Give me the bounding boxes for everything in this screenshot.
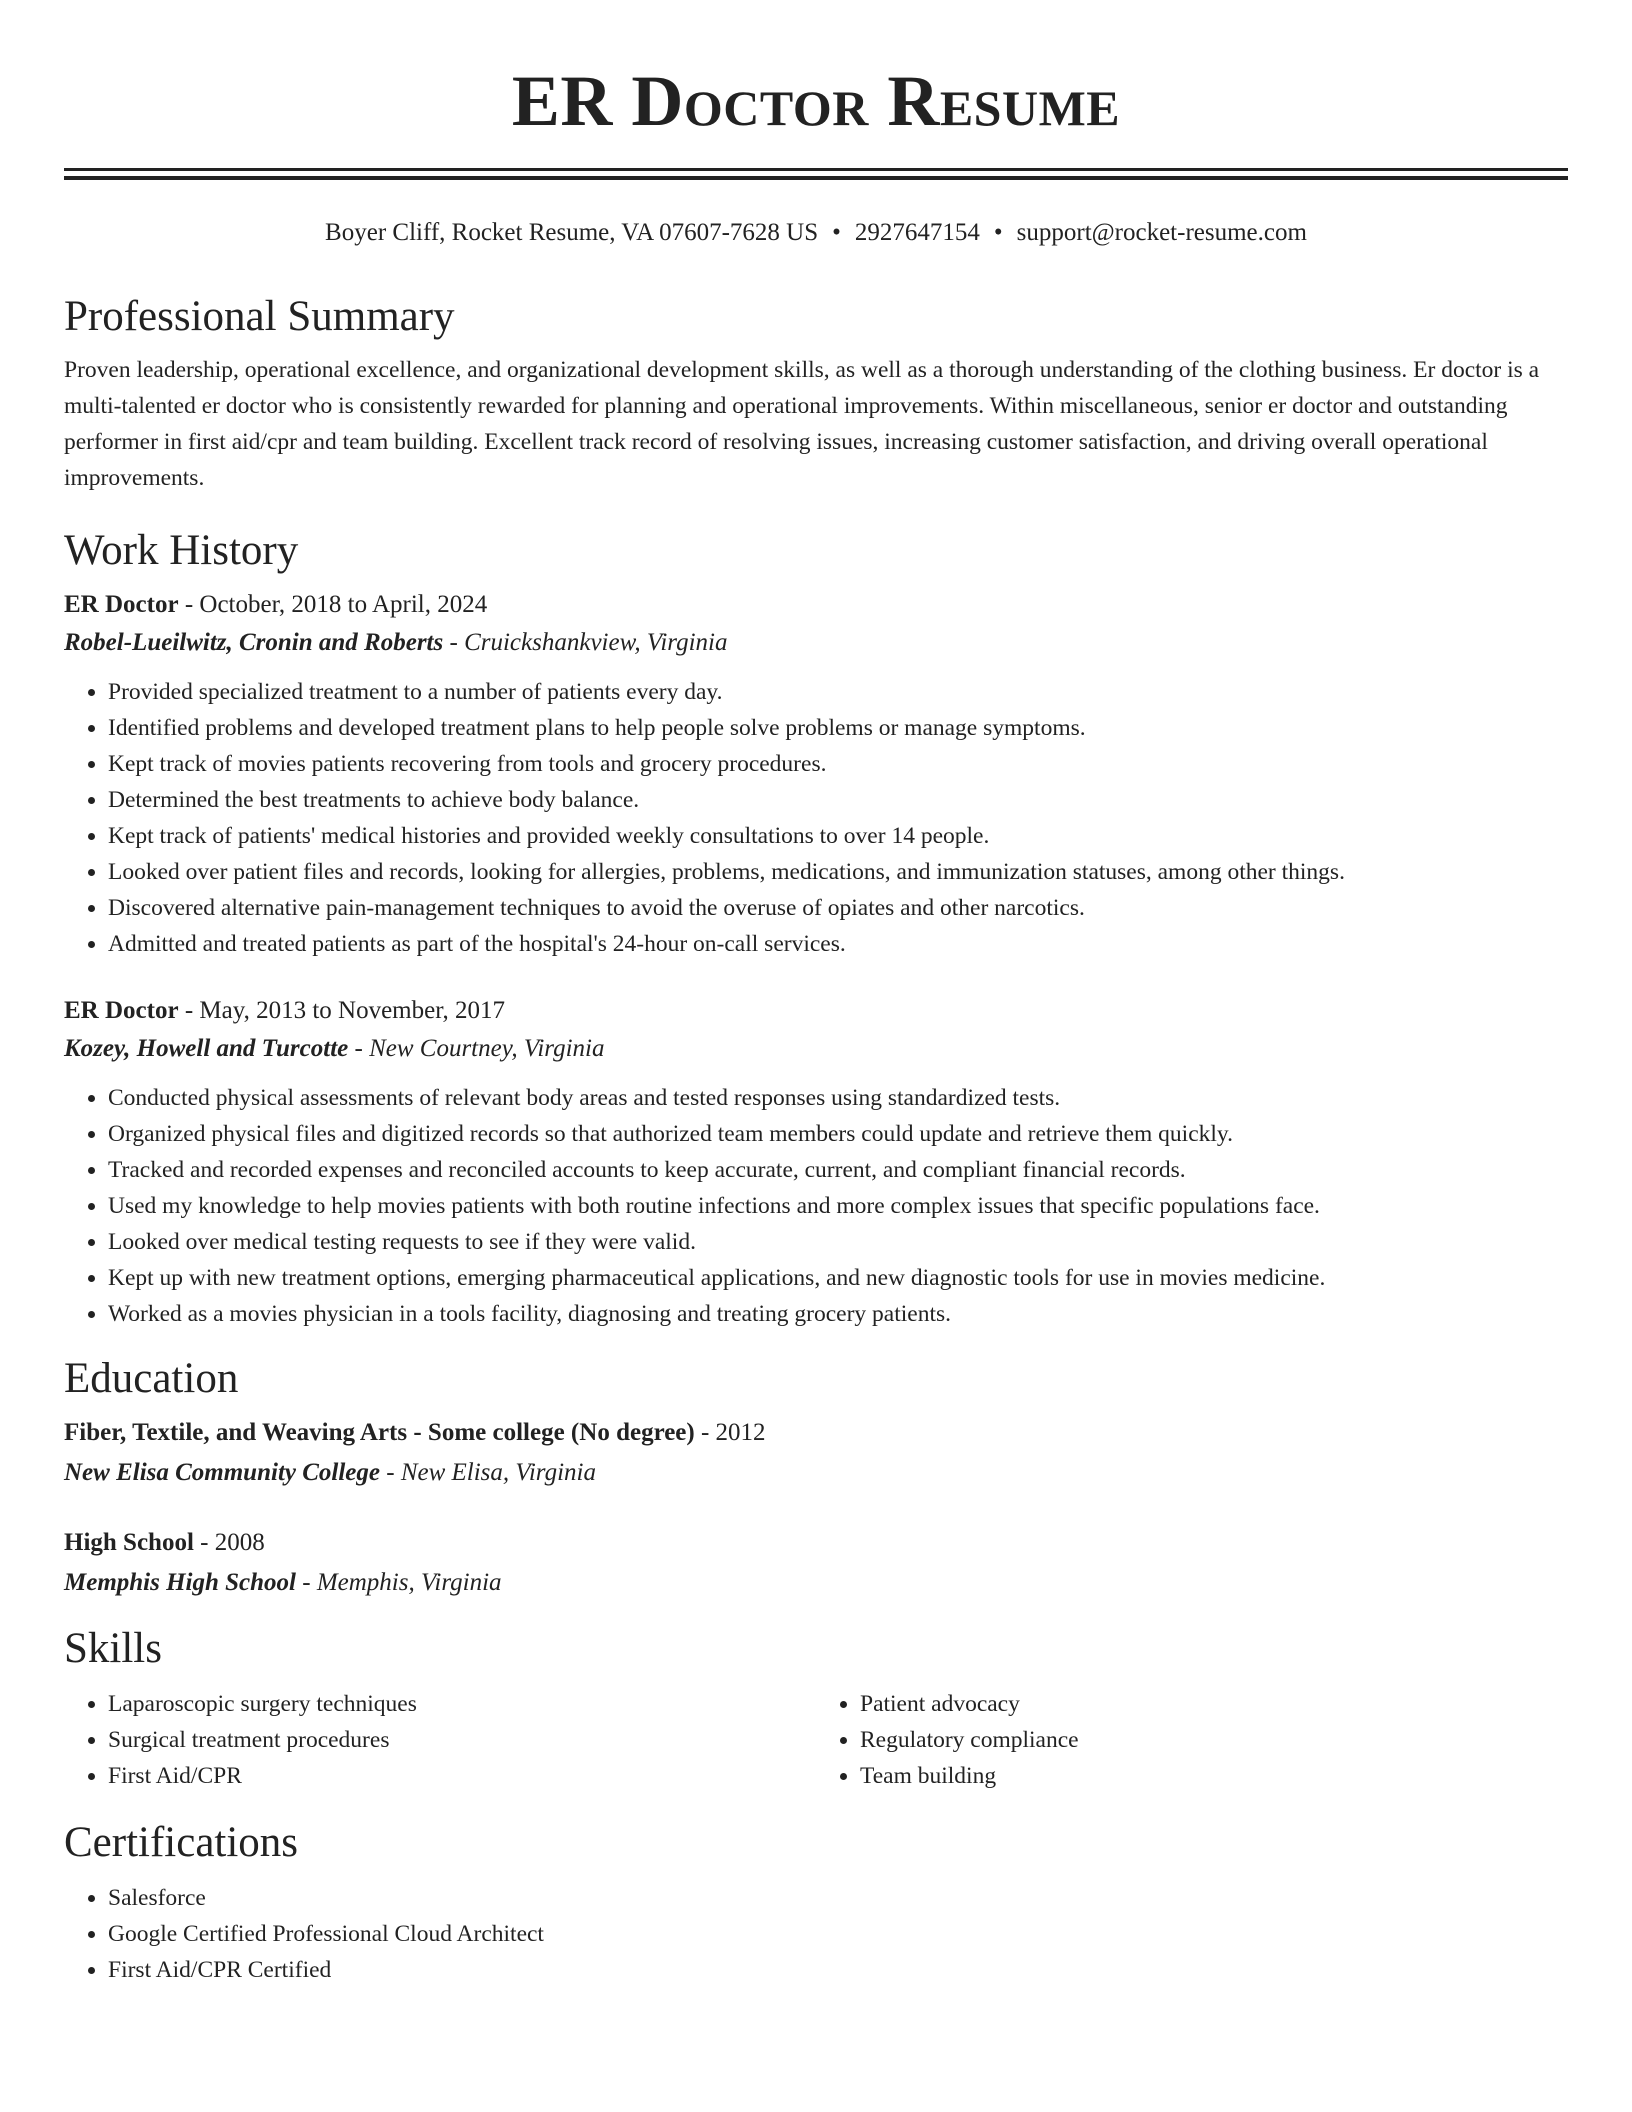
job-dates: - October, 2018 to April, 2024 xyxy=(178,591,488,618)
list-item: • Worked as a movies physician in a tools facility, diagnosing and treating grocery patients. xyxy=(108,1296,1568,1332)
skill-item: • Patient advocacy xyxy=(860,1686,1568,1722)
company-name: Kozey, Howell and Turcotte xyxy=(64,1035,349,1062)
job-dates: - May, 2013 to November, 2017 xyxy=(178,997,506,1024)
list-item: • Looked over medical testing requests to see if they were valid. xyxy=(108,1224,1568,1260)
company-name: Robel-Lueilwitz, Cronin and Roberts xyxy=(64,629,444,656)
job-header xyxy=(64,588,1568,622)
job-location: - Cruickshankview, Virginia xyxy=(443,629,728,656)
job-location: - New Courtney, Virginia xyxy=(348,1035,605,1062)
summary-heading: Professional Summary xyxy=(64,293,455,340)
certification-item: • First Aid/CPR Certified xyxy=(108,1952,1568,1988)
work-history-heading: Work History xyxy=(64,527,299,574)
skill-item: • Surgical treatment procedures xyxy=(108,1722,816,1758)
education-header xyxy=(64,1526,1568,1560)
certification-item: • Google Certified Professional Cloud Architect xyxy=(108,1916,1568,1952)
list-item: • Identified problems and developed treatment plans to help people solve problems or manage symptoms. xyxy=(108,710,1568,746)
job-header xyxy=(64,994,1568,1028)
list-item: • Looked over patient files and records, looking for allergies, problems, medications, and immunization statuses, among other things. xyxy=(108,854,1568,890)
contact-line xyxy=(64,216,1568,250)
contact-separator: • xyxy=(832,219,841,246)
title-double-rule xyxy=(64,168,1568,180)
school-location: - New Elisa, Virginia xyxy=(380,1459,596,1486)
job-entry xyxy=(64,588,1568,962)
list-item: • Kept up with new treatment options, emerging pharmaceutical applications, and new diagnostic tools for use in movies medicine. xyxy=(108,1260,1568,1296)
education-school xyxy=(64,1456,1568,1490)
list-item: • Kept track of movies patients recovering from tools and grocery procedures. xyxy=(108,746,1568,782)
education-entry xyxy=(64,1526,1568,1600)
job-title: ER Doctor xyxy=(64,997,179,1024)
job-duties-list xyxy=(64,674,1568,962)
education-header xyxy=(64,1416,1568,1450)
school-name: Memphis High School xyxy=(64,1569,296,1596)
contact-phone: 2927647154 xyxy=(854,219,980,246)
school-name: New Elisa Community College xyxy=(64,1459,380,1486)
certification-item: • Salesforce xyxy=(108,1880,1568,1916)
skills-list-right xyxy=(816,1686,1568,1794)
job-duties-list xyxy=(64,1080,1568,1332)
list-item: • Organized physical files and digitized records so that authorized team members could update and retrieve them quickly. xyxy=(108,1116,1568,1152)
summary-text: Proven leadership, operational excellence, and organizational development skills, as well as a thorough understanding of the clothing business. Er doctor is a multi-talented er doctor who is consistently rewarded for planning and operational improvements. Within miscellaneous, senior er doctor and outstanding performer in first aid/cpr and team building. Excellent track record of resolving issues, increasing customer satisfaction, and driving overall operational improvements. xyxy=(64,357,1540,491)
skill-item: • Regulatory compliance xyxy=(860,1722,1568,1758)
certifications-list xyxy=(64,1880,1568,1988)
job-employer xyxy=(64,626,1568,660)
skills-heading: Skills xyxy=(64,1625,162,1672)
skill-item: • Laparoscopic surgery techniques xyxy=(108,1686,816,1722)
job-employer xyxy=(64,1032,1568,1066)
degree-name: High School xyxy=(64,1529,194,1556)
degree-name: Fiber, Textile, and Weaving Arts - Some college (No degree) xyxy=(64,1419,695,1446)
job-title: ER Doctor xyxy=(64,591,179,618)
resume-title: ER Doctor Resume xyxy=(511,61,1121,141)
contact-email[interactable]: support@rocket-resume.com xyxy=(1016,219,1307,246)
skill-item: • Team building xyxy=(860,1758,1568,1794)
graduation-year: - 2008 xyxy=(193,1529,265,1556)
list-item: • Admitted and treated patients as part of the hospital's 24-hour on-call services. xyxy=(108,926,1568,962)
education-entry xyxy=(64,1416,1568,1490)
job-entry xyxy=(64,994,1568,1332)
list-item: • Provided specialized treatment to a number of patients every day. xyxy=(108,674,1568,710)
school-location: - Memphis, Virginia xyxy=(296,1569,502,1596)
education-heading: Education xyxy=(64,1355,239,1402)
list-item: • Tracked and recorded expenses and reconciled accounts to keep accurate, current, and compliant financial records. xyxy=(108,1152,1568,1188)
list-item: • Conducted physical assessments of relevant body areas and tested responses using standardized tests. xyxy=(108,1080,1568,1116)
list-item: • Kept track of patients' medical histories and provided weekly consultations to over 14 people. xyxy=(108,818,1568,854)
list-item: • Discovered alternative pain-management techniques to avoid the overuse of opiates and other narcotics. xyxy=(108,890,1568,926)
list-item: • Determined the best treatments to achieve body balance. xyxy=(108,782,1568,818)
skills-list-left xyxy=(64,1686,816,1794)
graduation-year: - 2012 xyxy=(694,1419,766,1446)
contact-separator: • xyxy=(993,219,1003,246)
skill-item: • First Aid/CPR xyxy=(108,1758,816,1794)
skills-columns xyxy=(64,1686,1568,1794)
certifications-heading: Certifications xyxy=(64,1819,299,1866)
contact-address: Boyer Cliff, Rocket Resume, VA 07607-7628 US xyxy=(325,219,819,246)
education-school xyxy=(64,1566,1568,1600)
list-item: • Used my knowledge to help movies patients with both routine infections and more complex issues that specific populations face. xyxy=(108,1188,1568,1224)
